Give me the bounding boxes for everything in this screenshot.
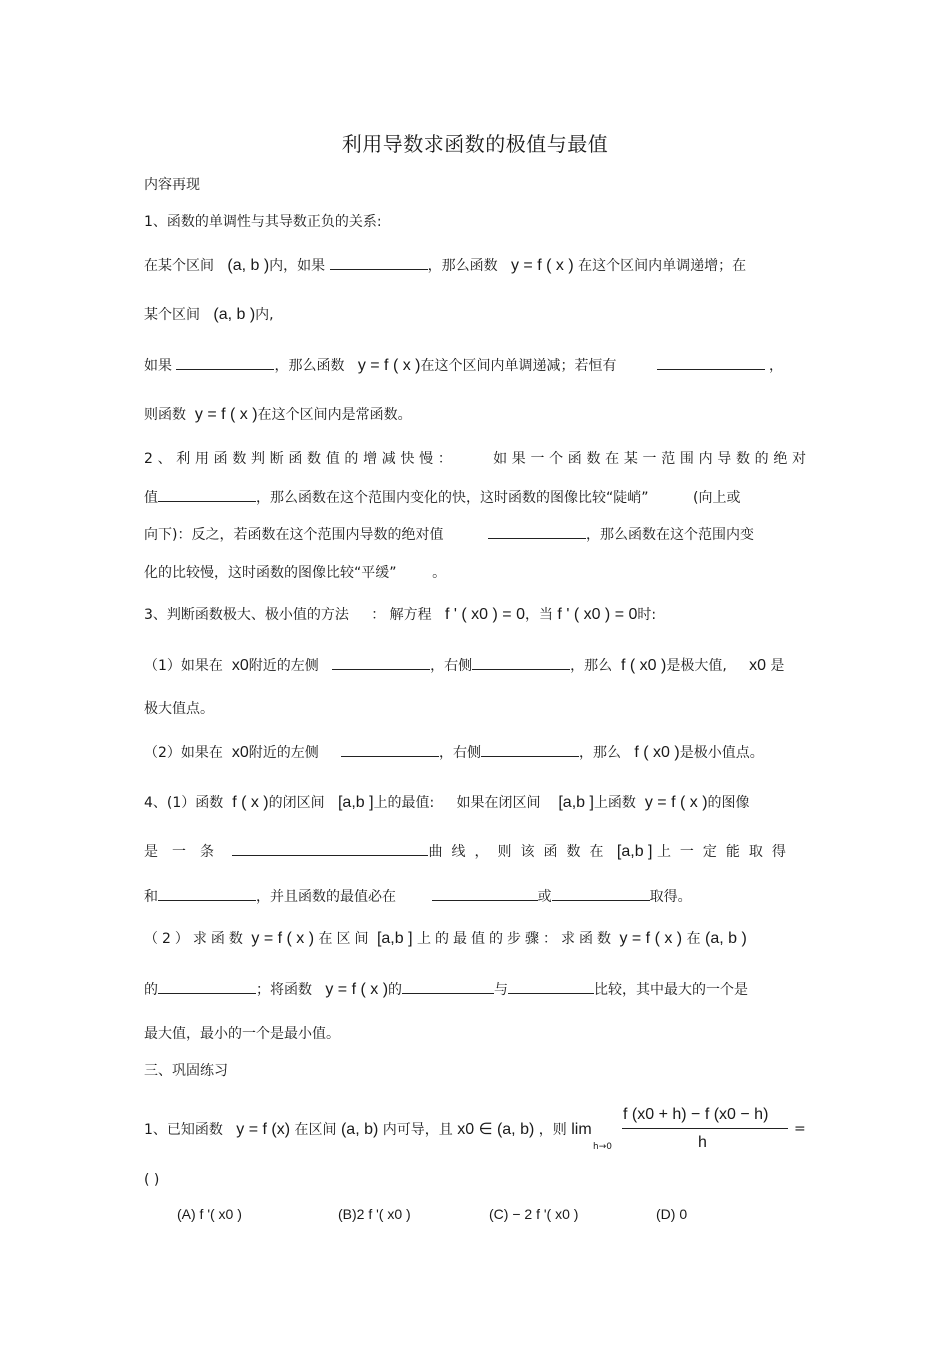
page-title: 利用导数求函数的极值与最值 bbox=[341, 132, 609, 156]
blank-q3-4 bbox=[481, 742, 579, 757]
blank-q4-1 bbox=[232, 841, 428, 856]
interval-open: (a, b ) bbox=[227, 257, 270, 274]
interval-closed: [a,b ] bbox=[337, 794, 374, 811]
q4-step-line2: 的 ；将函数 y = f ( x )的 与 比较，其中最大的一个是 bbox=[144, 981, 749, 998]
q3-case1: （1）如果在 x0附近的左侧 ，右侧 ，那么 f ( x0 )是极大值, x0 是 bbox=[144, 657, 785, 674]
q1-line1: 在某个区间 (a, b )内，如果 ，那么函数 y = f ( x ) 在这个区间内单调递增；在 bbox=[144, 257, 747, 274]
blank-q1-3 bbox=[657, 355, 765, 370]
q2-line1: 2、利用函数判断函数值的增减快慢： 如果一个函数在某一范围内导数的绝对 bbox=[144, 451, 807, 467]
option-c[interactable]: (C) − 2 f '( x0 ) bbox=[489, 1206, 579, 1222]
option-a[interactable]: (A) f '( x0 ) bbox=[177, 1206, 242, 1222]
fraction-bar bbox=[622, 1128, 788, 1129]
q4-line2: 是一条 曲线，则该函数在 [a,b ] 上一定能取得 bbox=[144, 843, 795, 860]
q4-step-line1: （2）求函数 y = f ( x ) 在区间 [a,b ] 上的最值的步骤：求函数 y = f ( x ) 在 (a, b ) bbox=[144, 930, 747, 947]
section-heading-practice: 三、巩固练习 bbox=[144, 1063, 228, 1079]
blank-q2-1 bbox=[158, 487, 256, 502]
limit-symbol: lim bbox=[571, 1121, 592, 1138]
blank-q2-2 bbox=[488, 524, 586, 539]
q4-step-line3: 最大值，最小的一个是最小值。 bbox=[144, 1026, 340, 1042]
q4-line3: 和 ，并且函数的最值必在 或 取得。 bbox=[144, 886, 692, 907]
blank-q3-2 bbox=[472, 655, 570, 670]
q2-line4: 化的比较慢，这时函数的图像比较“平缓” 。 bbox=[144, 565, 447, 581]
section-heading-review: 内容再现 bbox=[144, 177, 200, 193]
q1-line4: 则函数 y = f ( x )在这个区间内是常函数。 bbox=[144, 406, 412, 423]
derivative-eq-1: f ' ( x0 ) = 0 bbox=[445, 606, 525, 623]
blank-q4-4 bbox=[552, 886, 650, 901]
q2-line2: 值 ，那么函数在这个范围内变化的快，这时函数的图像比较“陡峭” (向上或 bbox=[144, 487, 741, 508]
blank-q1-2 bbox=[176, 355, 274, 370]
q1-line3: 如果 ，那么函数 y = f ( x )在这个区间内单调递减；若恒有 ， bbox=[144, 357, 783, 374]
fraction-denominator: h bbox=[698, 1134, 707, 1151]
q3-case2: （2）如果在 x0附近的左侧 ，右侧 ，那么 f ( x0 )是极小值点。 bbox=[144, 744, 764, 761]
derivative-eq-2: f ' ( x0 ) = 0 bbox=[557, 606, 638, 623]
q1-label: 1、函数的单调性与其导数正负的关系: bbox=[144, 214, 382, 230]
equals-sign: = bbox=[794, 1121, 806, 1137]
blank-q4-6 bbox=[402, 979, 494, 994]
blank-q4-7 bbox=[508, 979, 594, 994]
blank-q4-5 bbox=[158, 979, 256, 994]
blank-q1-1 bbox=[330, 255, 428, 270]
q3-case1-cont: 极大值点。 bbox=[144, 701, 214, 717]
fraction-numerator: f (x0 + h) − f (x0 − h) bbox=[623, 1106, 769, 1123]
blank-q3-3 bbox=[341, 742, 439, 757]
q1-line2: 某个区间 (a, b )内, bbox=[144, 306, 274, 323]
q2-line3: 向下)：反之，若函数在这个范围内导数的绝对值 ，那么函数在这个范围内变 bbox=[144, 524, 754, 545]
exercise1-line: 1、已知函数 y = f (x) 在区间 (a, b) 内可导，且 x0 ∈ (a, b) ，则 lim bbox=[144, 1121, 592, 1138]
q3-line1: 3、判断函数极大、极小值的方法 ： 解方程 f ' ( x0 ) = 0，当 f ' ( x0 ) = 0时: bbox=[144, 606, 657, 623]
blank-q4-3 bbox=[432, 886, 538, 901]
blank-q3-1 bbox=[332, 655, 430, 670]
blank-q4-2 bbox=[158, 886, 256, 901]
q4-line1: 4、(1）函数 f ( x )的闭区间 [a,b ]上的最值: 如果在闭区间 [a,b ]上函数 y = f ( x )的图像 bbox=[144, 794, 750, 811]
option-b[interactable]: (B)2 f '( x0 ) bbox=[338, 1206, 411, 1222]
answer-paren: ( ) bbox=[144, 1172, 160, 1188]
option-d[interactable]: (D) 0 bbox=[656, 1206, 688, 1222]
limit-subscript: h→0 bbox=[593, 1142, 612, 1152]
